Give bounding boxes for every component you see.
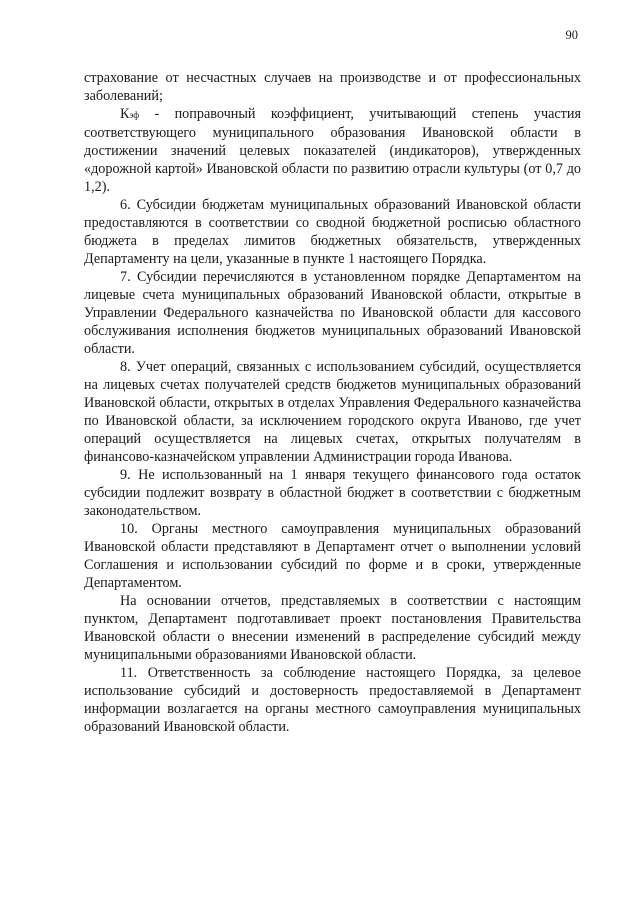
coefficient-symbol: Кэф: [120, 106, 140, 122]
paragraph-item-9: 9. Не использованный на 1 января текущего финансового года остаток субсидии подлежит возврату в областной бюджет в соответствии с бюджетным законодательством.: [84, 467, 581, 519]
paragraph-item-10: 10. Органы местного самоуправления муниципальных образований Ивановской области представляют в Департамент отчет о выполнении условий Соглашения и использовании субсидий по форме и в сроки, утвержденные Департаментом.: [84, 521, 581, 591]
paragraph-item-6: 6. Субсидии бюджетам муниципальных образований Ивановской области предоставляются в соответствии со сводной бюджетной росписью областного бюджета в пределах лимитов бюджетных обязательств, утвержденных Департаменту на цели, указанные в пункте 1 настоящего Порядка.: [84, 197, 581, 267]
document-body: [84, 69, 581, 736]
coefficient-text: - поправочный коэффициент, учитывающий степень участия соответствующего муниципального образования Ивановской области в достижении значений целевых показателей (индикаторов), утвержденных «дорожной картой» Ивановской области по развитию отрасли культуры (от 0,7 до 1,2).: [84, 106, 581, 195]
paragraph-item-8: 8. Учет операций, связанных с использованием субсидий, осуществляется на лицевых счетах получателей средств бюджетов муниципальных образований Ивановской области, открытых в отделах Управления Федерального казначейства по Ивановской области, за исключением городского округа Иваново, где учет операций осуществляется на лицевых счетах, открытых получателям в финансово-казначейском управлении Администрации города Иванова.: [84, 359, 581, 465]
page-number: 90: [565, 28, 578, 42]
paragraph-insurance-continuation: страхование от несчастных случаев на производстве и от профессиональных заболеваний;: [84, 70, 581, 104]
coefficient-subscript: эф: [129, 110, 140, 120]
paragraph-coefficient-definition: [84, 105, 581, 196]
paragraph-item-11: 11. Ответственность за соблюдение настоящего Порядка, за целевое использование субсидий и достоверность предоставляемой в Департамент информации возлагается на органы местного самоуправления муниципальных образований Ивановской области.: [84, 665, 581, 735]
paragraph-reports-basis: На основании отчетов, представляемых в соответствии с настоящим пунктом, Департамент подготавливает проект постановления Правительства Ивановской области о внесении изменений в распределение субсидий между муниципальными образованиями Ивановской области.: [84, 593, 581, 663]
paragraph-item-7: 7. Субсидии перечисляются в установленном порядке Департаментом на лицевые счета муниципальных образований Ивановской области, открытые в Управлении Федерального казначейства по Ивановской области для кассового обслуживания исполнения бюджетов муниципальных образований Ивановской области.: [84, 269, 581, 357]
